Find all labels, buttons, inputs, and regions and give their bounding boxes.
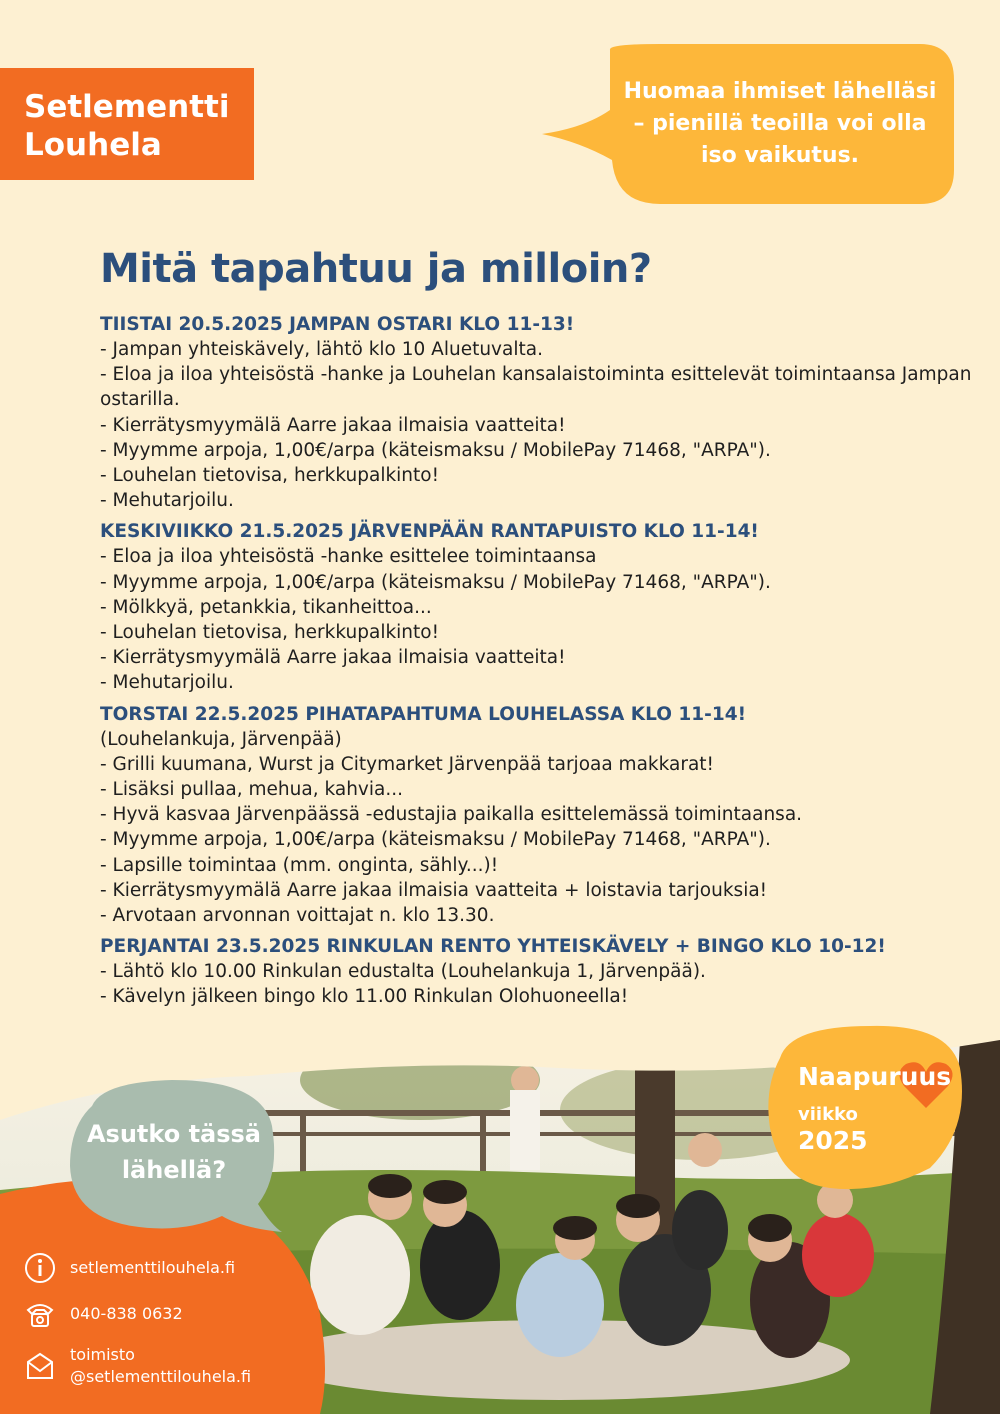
event-tuesday bbox=[100, 312, 980, 513]
ask-speech-bubble bbox=[62, 1076, 284, 1236]
contact-phone[interactable] bbox=[24, 1298, 183, 1330]
logo bbox=[0, 68, 254, 180]
event-line: - Louhelan tietovisa, herkkupalkinto! bbox=[100, 465, 440, 487]
event-line: - Lähtö klo 10.00 Rinkulan edustalta (Louhelankuja 1, Järvenpää). bbox=[100, 961, 706, 983]
info-icon bbox=[24, 1252, 56, 1284]
phone-icon bbox=[24, 1298, 56, 1330]
event-line: - Mehutarjoilu. bbox=[100, 672, 234, 694]
event-line: - Lapsille toimintaa (mm. onginta, sähly...)! bbox=[100, 854, 499, 876]
top-speech-bubble bbox=[540, 40, 960, 210]
event-title: TIISTAI 20.5.2025 JAMPAN OSTARI KLO 11-13! bbox=[100, 314, 575, 335]
event-line: - Arvotaan arvonnan voittajat n. klo 13.30. bbox=[100, 905, 495, 927]
logo-line-1: Setlementti bbox=[24, 89, 230, 125]
page-heading: Mitä tapahtuu ja milloin? bbox=[100, 246, 652, 292]
badge-line-1: Naapuruus bbox=[798, 1062, 952, 1091]
email-line-1: toimisto bbox=[70, 1345, 135, 1364]
event-line: - Myymme arpoja, 1,00€/arpa (käteismaksu / MobilePay 71468, "ARPA"). bbox=[100, 829, 771, 851]
badge-shape bbox=[760, 1018, 980, 1198]
ask-line-1: Asutko tässä bbox=[86, 1120, 261, 1148]
event-thursday bbox=[100, 702, 980, 929]
event-wednesday bbox=[100, 519, 980, 695]
event-line: - Grilli kuumana, Wurst ja Citymarket Järvenpää tarjoaa makkarat! bbox=[100, 753, 714, 775]
event-line: - Lisäksi pullaa, mehua, kahvia... bbox=[100, 779, 404, 801]
event-line: - Jampan yhteiskävely, lähtö klo 10 Aluetuvalta. bbox=[100, 339, 543, 360]
contact-website[interactable] bbox=[24, 1252, 235, 1284]
event-list bbox=[100, 312, 980, 1016]
event-line: - Mehutarjoilu. bbox=[100, 490, 234, 512]
website-text[interactable]: setlementtilouhela.fi bbox=[70, 1258, 236, 1277]
event-line: - Kierrätysmyymälä Aarre jakaa ilmaisia vaatteita + loistavia tarjouksia! bbox=[100, 879, 768, 901]
event-line: - Eloa ja iloa yhteisöstä -hanke ja Louhelan kansalaistoiminta esittelevät toimintaansa Jampan ostarilla. bbox=[100, 364, 972, 411]
event-title: TORSTAI 22.5.2025 PIHATAPAHTUMA LOUHELASSA KLO 11-14! bbox=[100, 703, 747, 725]
event-line: - Louhelan tietovisa, herkkupalkinto! bbox=[100, 622, 440, 644]
badge-line-3: 2025 bbox=[798, 1126, 868, 1155]
ask-bubble-text bbox=[76, 1116, 272, 1188]
event-title: PERJANTAI 23.5.2025 RINKULAN RENTO YHTEISKÄVELY + BINGO KLO 10-12! bbox=[100, 936, 886, 958]
event-friday bbox=[100, 934, 980, 1009]
phone-text[interactable]: 040-838 0632 bbox=[70, 1304, 183, 1323]
logo-line-2: Louhela bbox=[24, 127, 162, 163]
event-line: - Kävelyn jälkeen bingo klo 11.00 Rinkulan Olohuoneella! bbox=[100, 986, 629, 1008]
event-line: - Hyvä kasvaa Järvenpäässä -edustajia paikalla esittelemässä toimintaansa. bbox=[100, 804, 803, 826]
badge-line-2: viikko bbox=[798, 1104, 858, 1125]
contact-email[interactable] bbox=[24, 1344, 251, 1388]
event-line: - Myymme arpoja, 1,00€/arpa (käteismaksu / MobilePay 71468, "ARPA"). bbox=[100, 571, 771, 593]
event-line: - Myymme arpoja, 1,00€/arpa (käteismaksu / MobilePay 71468, "ARPA"). bbox=[100, 439, 771, 461]
event-line: (Louhelankuja, Järvenpää) bbox=[100, 728, 342, 750]
neighbourhood-week-badge bbox=[760, 1018, 980, 1198]
event-line: - Mölkkyä, petankkia, tikanheittoa... bbox=[100, 596, 432, 618]
event-line: - Kierrätysmyymälä Aarre jakaa ilmaisia vaatteita! bbox=[100, 647, 566, 669]
mail-icon bbox=[24, 1350, 56, 1382]
email-line-2: @setlementtilouhela.fi bbox=[70, 1367, 252, 1386]
ask-line-2: lähellä? bbox=[121, 1156, 227, 1184]
event-line: - Kierrätysmyymälä Aarre jakaa ilmaisia vaatteita! bbox=[100, 414, 566, 436]
event-line: - Eloa ja iloa yhteisöstä -hanke esittelee toimintaansa bbox=[100, 546, 597, 568]
email-text[interactable] bbox=[70, 1344, 251, 1388]
top-bubble-text: Huomaa ihmiset lähelläsi – pienillä teoilla voi olla iso vaikutus. bbox=[623, 79, 937, 168]
event-title: KESKIVIIKKO 21.5.2025 JÄRVENPÄÄN RANTAPUISTO KLO 11-14! bbox=[100, 521, 759, 543]
